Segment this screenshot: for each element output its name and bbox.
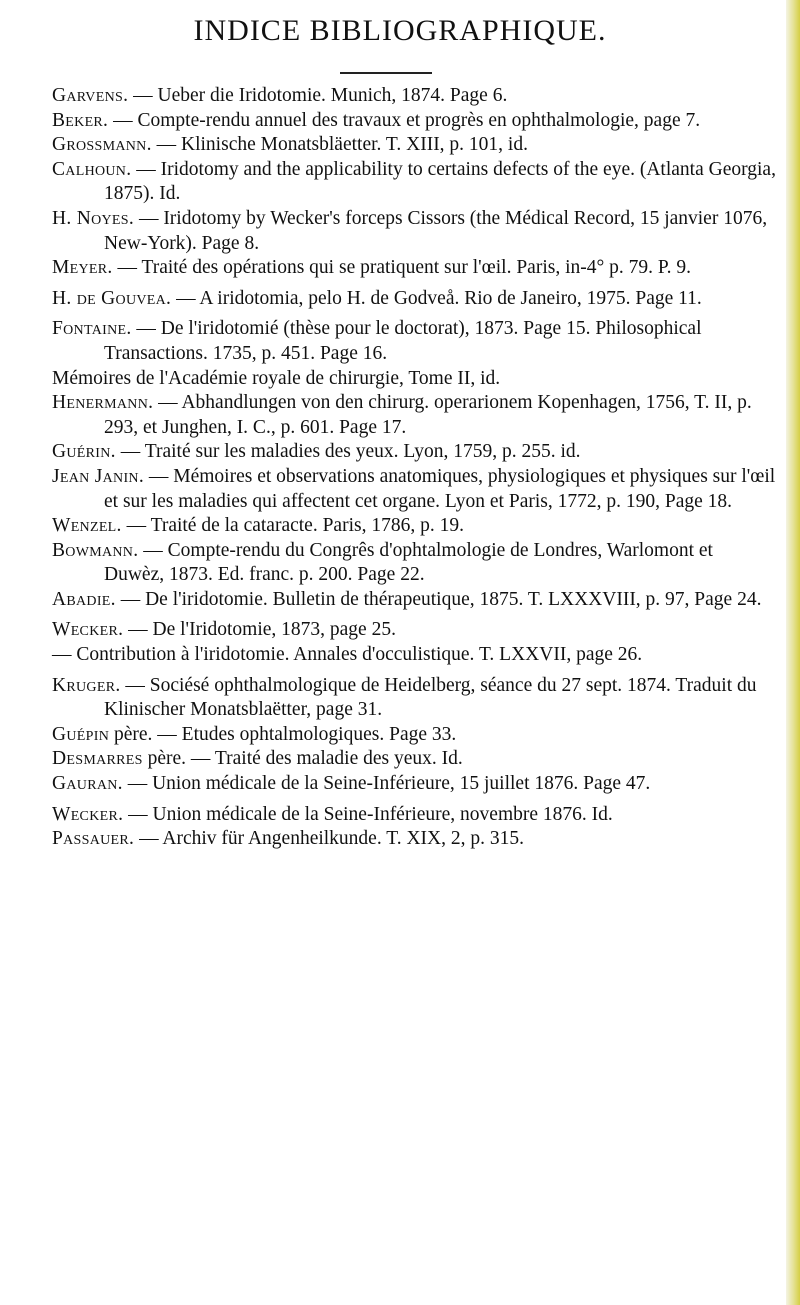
entry-text: — Iridotomy by Wecker's forceps Cissors (the Médical Record, 15 janvier 1076, New-York). Page 8.	[104, 207, 768, 254]
entry-author: Bowmann.	[52, 539, 139, 561]
page-edge	[786, 0, 800, 1305]
bibliography-entry	[52, 84, 777, 109]
bibliography-entry	[52, 643, 777, 668]
entry-text: — A iridotomia, pelo H. de Godveå. Rio de Janeiro, 1975. Page 11.	[171, 287, 702, 309]
entry-author: Garvens.	[52, 85, 129, 106]
entry-text: — De l'Iridotomie, 1873, page 25.	[123, 619, 396, 641]
bibliography-entry	[52, 207, 777, 256]
entry-author: Wecker.	[52, 803, 124, 825]
bibliography-entry	[52, 158, 777, 207]
bibliography-entry	[52, 747, 777, 772]
bibliography-entry	[52, 367, 777, 392]
entry-author: Grossmann.	[52, 134, 152, 156]
entry-text: — Compte-rendu annuel des travaux et progrès en ophthalmologie, page 7.	[108, 109, 701, 131]
entry-author: Passauer.	[52, 828, 135, 850]
entry-author: Wecker.	[52, 619, 124, 641]
bibliography-entry	[52, 539, 777, 588]
entry-text: — Contribution à l'iridotomie. Annales d'occulistique. T. LXXVII, page 26.	[52, 644, 643, 666]
bibliography-entry	[52, 674, 777, 723]
bibliography-entry	[52, 723, 777, 748]
entry-text: — Mémoires et observations anatomiques, physiologiques et physiques sur l'œil et sur les maladies qui affectent cet organe. Lyon et Paris, 1772, p. 190, Page 18.	[104, 465, 776, 512]
entry-text: Mémoires de l'Académie royale de chirurgie, Tome II, id.	[52, 367, 501, 389]
entry-author: Meyer.	[52, 257, 113, 279]
entry-author: Guépin	[52, 723, 110, 745]
entry-author: H. de Gouvea.	[52, 287, 172, 309]
entry-text: — Union médicale de la Seine-Inférieure, 15 juillet 1876. Page 47.	[122, 773, 651, 795]
bibliography-entry	[52, 287, 777, 312]
bibliography-entry	[52, 618, 777, 643]
title-rule	[340, 72, 432, 74]
entry-text: — Klinische Monatsbläetter. T. XIII, p. 101, id.	[151, 134, 528, 156]
bibliography-entry	[52, 109, 777, 134]
entry-text: — Union médicale de la Seine-Inférieure, novembre 1876. Id.	[123, 803, 613, 825]
bibliography-entry	[52, 465, 777, 514]
entry-author: Calhoun.	[52, 158, 132, 180]
bibliography-entry	[52, 827, 777, 852]
entry-text: — De l'iridotomié (thèse pour le doctorat), 1873. Page 15. Philosophical Transactions. 1735, p. 451. Page 16.	[104, 318, 702, 364]
bibliography-entry	[52, 256, 777, 281]
entry-author: Beker.	[52, 109, 109, 131]
entry-author: H. Noyes.	[52, 207, 135, 229]
entry-text: — Archiv für Angenheilkunde. T. XIX, 2, p. 315.	[134, 828, 524, 850]
entry-text: — Abhandlungen von den chirurg. operarionem Kopenhagen, 1756, T. II, p. 293, et Junghen, I. C., p. 601. Page 17.	[104, 392, 752, 438]
entry-author: Desmarres	[52, 748, 143, 770]
entry-author: Gauran.	[52, 773, 123, 795]
entry-author: Wenzel.	[52, 515, 122, 537]
bibliography-entry	[52, 440, 777, 465]
bibliography-entry	[52, 391, 777, 440]
entry-author: Kruger.	[52, 674, 121, 696]
entry-author: Guérin.	[52, 441, 116, 463]
entry-text: — Sociésé ophthalmologique de Heidelberg, séance du 27 sept. 1874. Traduit du Klinischer Monatsblaëtter, page 31.	[104, 674, 757, 721]
bibliography-list	[52, 84, 777, 852]
entry-text: — Ueber die Iridotomie. Munich, 1874. Page 6.	[128, 85, 508, 106]
entry-author: Henermann.	[52, 392, 154, 414]
entry-author: Jean Janin.	[52, 465, 144, 487]
entry-author: Fontaine.	[52, 318, 132, 340]
entry-text: père. — Traité des maladie des yeux. Id.	[142, 748, 463, 770]
entry-text: père. — Etudes ophtalmologiques. Page 33.	[109, 723, 457, 745]
bibliography-entry	[52, 317, 777, 366]
bibliography-entry	[52, 772, 777, 797]
entry-text: — Traité de la cataracte. Paris, 1786, p. 19.	[121, 515, 464, 537]
entry-text: — Traité sur les maladies des yeux. Lyon, 1759, p. 255. id.	[115, 441, 581, 463]
bibliography-entry	[52, 803, 777, 828]
entry-text: — Iridotomy and the applicability to certains defects of the eye. (Atlanta Georgia, 1875). Id.	[104, 158, 776, 205]
entry-text: — De l'iridotomie. Bulletin de thérapeutique, 1875. T. LXXXVIII, p. 97, Page 24.	[115, 588, 762, 610]
entry-text: — Compte-rendu du Congrês d'ophtalmologie de Londres, Warlomont et Duwèz, 1873. Ed. franc. p. 200. Page 22.	[104, 539, 713, 586]
bibliography-entry	[52, 588, 777, 613]
page-title: INDICE BIBLIOGRAPHIQUE.	[193, 14, 607, 47]
bibliography-entry	[52, 514, 777, 539]
entry-text: — Traité des opérations qui se pratiquent sur l'œil. Paris, in-4° p. 79. P. 9.	[112, 257, 691, 279]
bibliography-entry	[52, 133, 777, 158]
entry-author: Abadie.	[52, 588, 116, 610]
